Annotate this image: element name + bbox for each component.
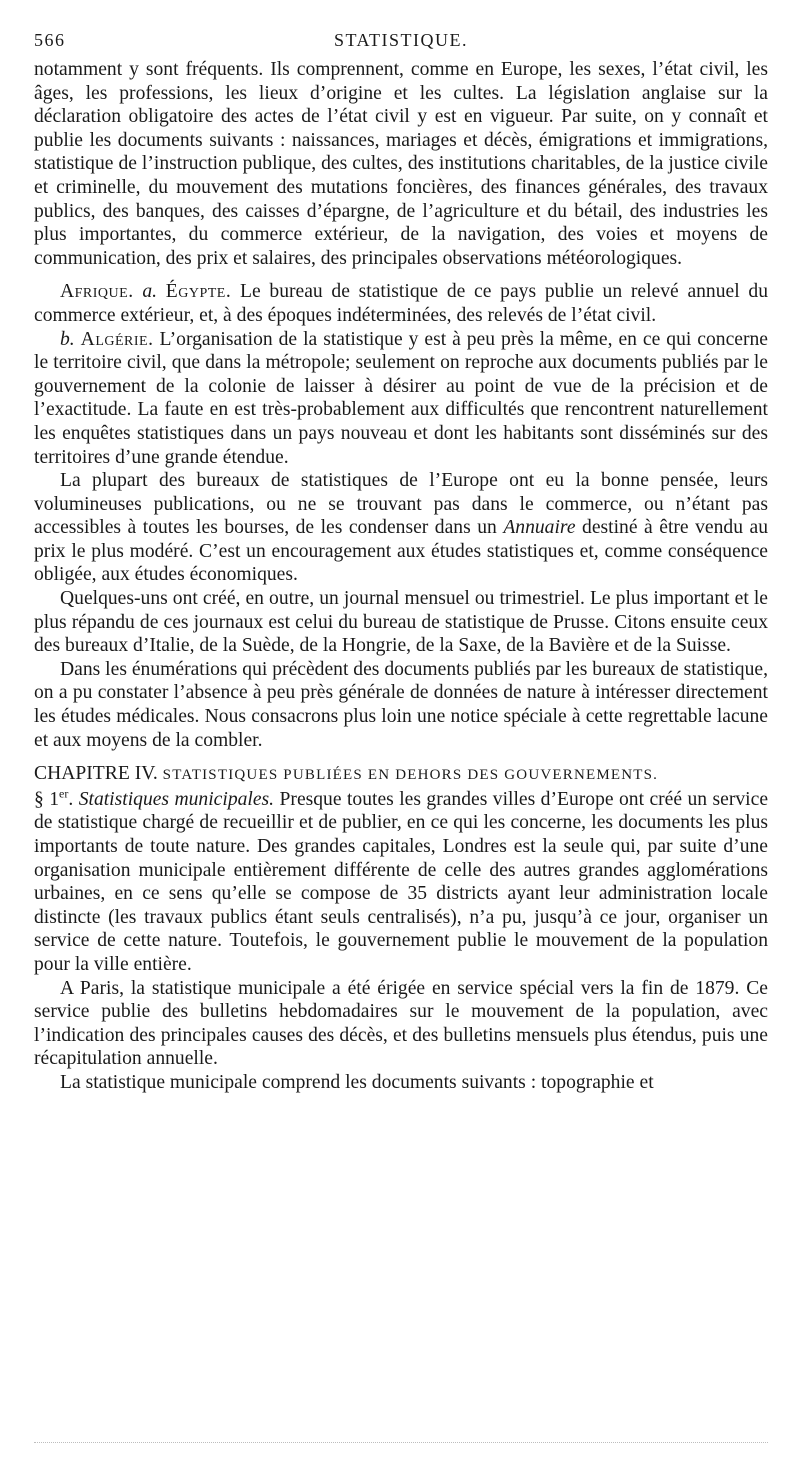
annuaire-text-after: destiné à être vendu au prix le plus modéré. C’est un encouragement aux études statistiques et, comme conséquence obligée, aux études économiques. <box>34 517 769 586</box>
heading-algerie: Algérie. <box>80 328 154 350</box>
paragraph-annuaire <box>34 469 768 587</box>
chapter-heading <box>34 762 768 788</box>
item-letter-a: a. <box>142 281 158 303</box>
item-letter-b: b. <box>60 328 75 350</box>
algerie-text: L’organisation de la statistique y est à peu près la même, en ce qui concerne le territoire civil, que dans la métropole; seulement on reproche aux documents publiés par le gouvernement de la colonie de laisser à désirer au point de vue de la précision et de l’exactitude. La faute en est très-probablement aux difficultés que rencontrent naturellement les enquêtes statistiques dans un pays nouveau et dont les habitants sont disséminés sur des territoires d’une grande étendue. <box>34 328 768 468</box>
paragraph-paris: A Paris, la statistique municipale a été érigée en service spécial vers la fin de 1879. Ce service publie des bulletins hebdomadaires sur le mouvement de la population, avec l’indication des principales causes des décès, et des bulletins mensuels plus étendus, puis une récapitulation annuelle. <box>34 977 768 1070</box>
document-page <box>34 30 768 1095</box>
body-text <box>34 58 768 1095</box>
annuaire-text-before: La plupart des bureaux de statistiques de l’Europe ont eu la bonne pensée, leurs volumineuses publications, ou ne se trouvant pas dans le commerce, ou n’étant pas accessibles à toutes les bourses, de les condenser dans un <box>34 470 768 539</box>
paragraph-journaux: Quelques-uns ont créé, en outre, un journal mensuel ou trimestriel. Le plus important et le plus répandu de ces journaux est celui du bureau de statistique de Prusse. Citons ensuite ceux des bureaux d’Italie, de la Suède, de la Hongrie, de la Saxe, de la Bavière et de la Suisse. <box>34 588 768 657</box>
chapter-title: CHAPITRE IV. <box>34 763 158 785</box>
section-mark: § 1 <box>34 788 60 810</box>
section-superscript: er <box>59 786 69 801</box>
egypte-text: Le bureau de statistique de ce pays publie un relevé annuel du commerce extérieur, et, à des époques indéterminées, des relevés de l’état civil. <box>34 281 768 326</box>
running-head <box>34 30 768 58</box>
footer-rule <box>34 1442 768 1443</box>
section-title: Statistiques municipales. <box>78 788 275 810</box>
paragraph-municipales: § 1er. Statistiques municipales. Presque toutes les grandes villes d’Europe ont créé un service de statistique chargé de recueillir et de publier, en ce qui les concerne, les documents les plus importants de toute nature. Des grandes capitales, Londres est la seule qui, par suite d’une organisation municipale entièrement différente de celle des autres grandes agglomérations urbaines, en ce sens qu’elle se compose de 35 districts ayant leur administration locale distincte (les travaux publics étant seuls centralisés), n’a pu, jusqu’à ce jour, organiser un service de cette nature. Toutefois, le gouvernement publie le mouvement de la population pour la ville entière. <box>34 786 769 975</box>
annuaire-italic: Annuaire <box>503 517 576 539</box>
paragraph-enumerations: Dans les énumérations qui précèdent des documents publiés par les bureaux de statistique, on a pu constater l’absence à peu près générale de données de nature à intéresser directement les études médicales. Nous consacrons plus loin une notice spéciale à cette regrettable lacune et aux moyens de la combler. <box>34 658 768 751</box>
paragraph-algerie <box>34 328 768 470</box>
paragraph-australia-continued: notamment y sont fréquents. Ils comprennent, comme en Europe, les sexes, l’état civil, les âges, les professions, les lieux d’origine et les cultes. La législation anglaise sur la déclaration obligatoire des actes de l’état civil y est en vigueur. Par suite, on y connaît et publie les documents suivants : naissances, mariages et décès, émigrations et immigrations, statistique de l’instruction publique, des cultes, des institutions charitables, de la justice civile et criminelle, du mouvement des mutations foncières, des finances générales, des travaux publics, des banques, des caisses d’épargne, de l’agriculture et du bétail, des industries les plus importantes, du commerce extérieur, de la navigation, des voies et moyens de communication, des prix et salaires, des principales observations météorologiques. <box>34 59 768 269</box>
chapter-subtitle: STATISTIQUES PUBLIÉES EN DEHORS DES GOUVERNEMENTS. <box>162 767 659 784</box>
paragraph-afrique-egypte <box>34 280 768 327</box>
heading-egypte: Égypte. <box>165 281 232 303</box>
page-number: 566 <box>34 30 66 50</box>
municipales-text: Presque toutes les grandes villes d’Europe ont créé un service de statistique chargé de recueillir et de publier, en ce qui les concerne, les documents les plus importants de toute nature. Des grandes capitales, Londres est la seule qui, par suite d’une organisation municipale entièrement différente de celle des autres grandes agglomérations urbaines, en ce sens qu’elle se compose de 35 districts ayant leur administration locale distincte (les travaux publics étant seuls centralisés), n’a pu, jusqu’à ce jour, organiser un service de cette nature. Toutefois, le gouvernement publie le mouvement de la population pour la ville entière. <box>34 788 769 975</box>
heading-afrique: Afrique. <box>60 281 134 303</box>
paragraph-statistique-municipale: La statistique municipale comprend les documents suivants : topographie et <box>60 1071 654 1093</box>
running-title: STATISTIQUE. <box>333 30 469 50</box>
